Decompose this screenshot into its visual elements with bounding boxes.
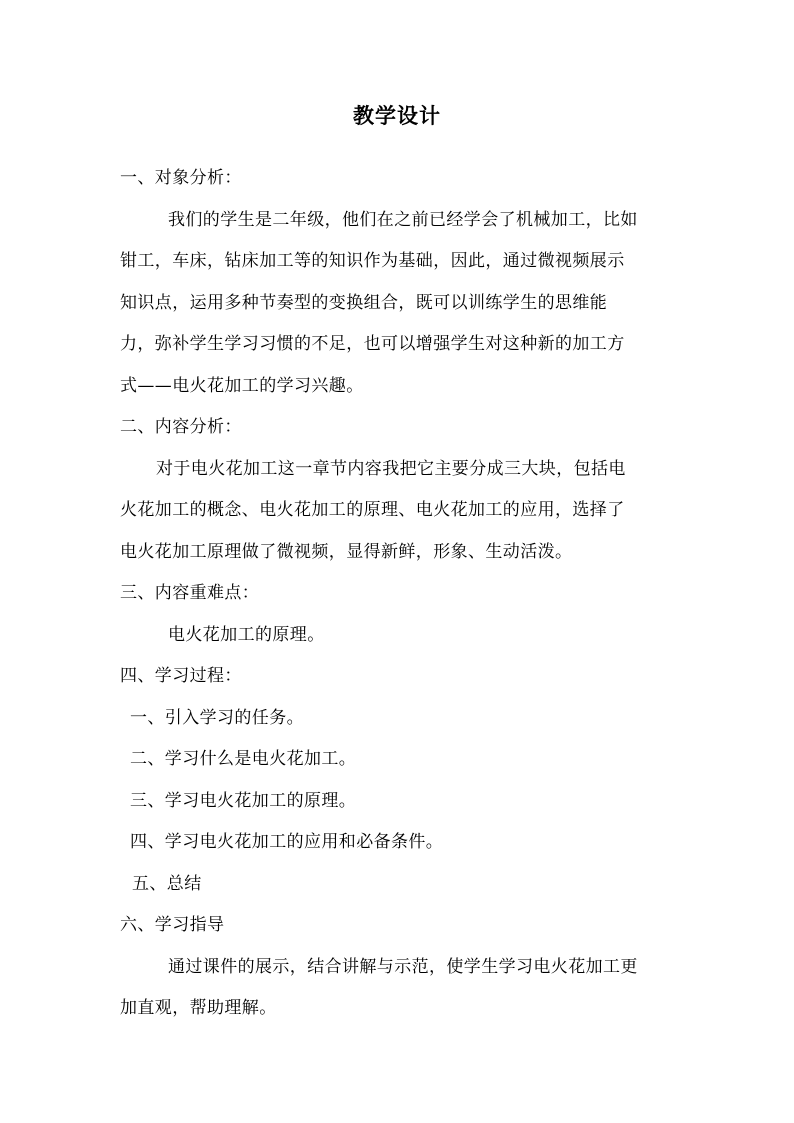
list-item: 三、学习电火花加工的原理。: [130, 790, 357, 811]
section-content-analysis: [120, 407, 680, 573]
paragraph-line: 钳工，车床，钻床加工等的知识作为基础，因此，通过微视频展示: [120, 251, 625, 271]
paragraph-line: 电火花加工的原理。: [168, 624, 325, 645]
paragraph-line: 我们的学生是二年级，他们在之前已经学会了机械加工，比如: [168, 209, 638, 230]
list-item: 五、总结: [132, 873, 202, 894]
section-guidance: [120, 905, 680, 1030]
section-heading-object-analysis: 一、对象分析：: [120, 168, 242, 188]
section-heading-learning-process: 四、学习过程：: [120, 666, 242, 686]
section-heading-key-points: 三、内容重难点：: [120, 583, 260, 603]
paragraph-line: 电火花加工原理做了微视频，显得新鲜，形象、生动活泼。: [120, 541, 573, 562]
section-learning-process: [120, 656, 680, 905]
paragraph-line: 对于电火花加工这一章节内容我把它主要分成三大块，包括电: [156, 458, 626, 479]
section-heading-guidance: 六、学习指导: [120, 915, 225, 935]
list-item: 一、引入学习的任务。: [130, 707, 304, 728]
paragraph-line: 通过课件的展示，结合讲解与示范，使学生学习电火花加工更: [168, 956, 638, 977]
paragraph-line: 火花加工的概念、电火花加工的原理、电火花加工的应用，选择了: [120, 500, 625, 520]
section-key-points: [120, 573, 680, 656]
paragraph-line: 知识点，运用多种节奏型的变换组合，既可以训练学生的思维能: [120, 292, 608, 313]
list-item: 二、学习什么是电火花加工。: [130, 749, 357, 769]
list-item: 四、学习电火花加工的应用和必备条件。: [130, 832, 444, 852]
document-title: 教学设计: [353, 104, 441, 128]
section-heading-content-analysis: 二、内容分析：: [120, 417, 242, 437]
paragraph-line: 式——电火花加工的学习兴趣。: [120, 375, 364, 396]
paragraph-line: 力，弥补学生学习习惯的不足，也可以增强学生对这种新的加工方: [120, 334, 625, 354]
section-object-analysis: [120, 158, 680, 407]
paragraph-line: 加直观，帮助理解。: [120, 998, 277, 1018]
